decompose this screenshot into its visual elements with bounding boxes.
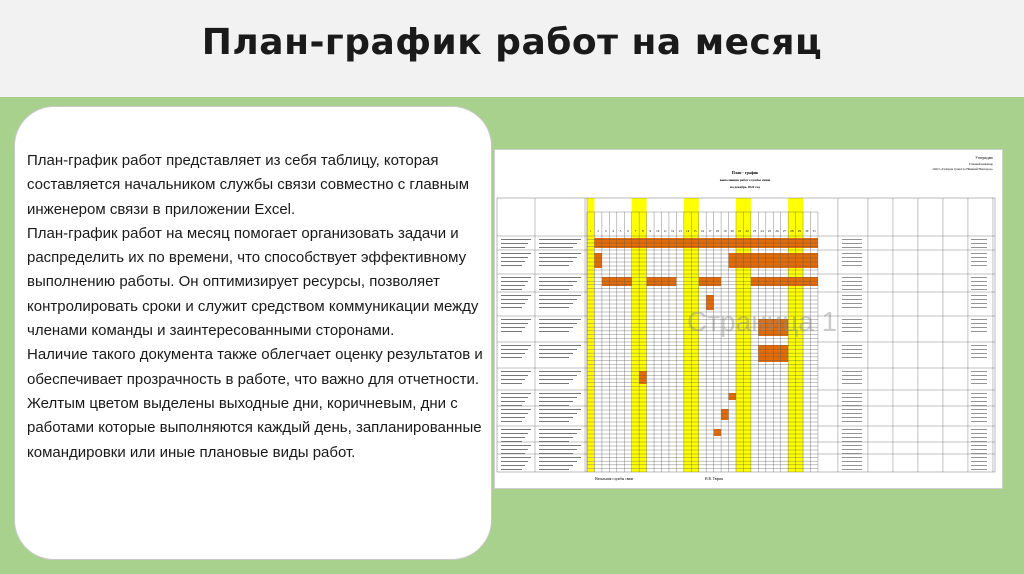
day-number: 15 (693, 229, 697, 233)
cell-text-line (971, 401, 987, 402)
cell-text-line (501, 469, 522, 470)
day-number: 23 (753, 229, 757, 233)
cell-text-line (539, 261, 573, 262)
cell-text-line (971, 465, 987, 466)
approval-line-2: Главный инженер (968, 162, 993, 166)
cell-text-line (971, 421, 987, 422)
cell-text-line (842, 295, 862, 296)
cell-text-line (842, 277, 862, 278)
cell-text-line (842, 413, 862, 414)
description-text (27, 149, 489, 465)
cell-text-line (501, 247, 525, 248)
cell-text-line (842, 453, 862, 454)
cell-text-line (971, 393, 987, 394)
cell-text-line (842, 461, 862, 462)
day-number: 7 (634, 229, 637, 233)
paragraph-3: Наличие такого документа также облегчает оценку результатов и обеспечивает прозрачность в работе, что важно для отчетности. (27, 346, 483, 388)
cell-text-line (501, 421, 522, 422)
cell-text-line (539, 331, 569, 332)
day-number: 27 (782, 229, 787, 233)
cell-text-line (539, 453, 573, 454)
cell-text-line (539, 379, 573, 380)
cell-text-line (501, 465, 525, 466)
weekend-column (587, 198, 594, 472)
cell-text-line (971, 379, 987, 380)
cell-text-line (539, 469, 569, 470)
cell-text-line (971, 449, 987, 450)
cell-text-line (971, 285, 987, 286)
cell-text-line (842, 457, 862, 458)
page-watermark: Страница 1 (687, 306, 838, 337)
cell-text-line (971, 261, 987, 262)
sheet-period: на декабрь 2024 год (730, 185, 760, 189)
cell-text-line (842, 327, 862, 328)
cell-text-line (539, 357, 569, 358)
paragraph-1: План-график работ представляет из себя таблицу, которая составляется начальником службы связи совместно с главным инженером связи в приложении Excel. (27, 152, 470, 218)
cell-text-line (971, 413, 987, 414)
cell-text-line (501, 413, 528, 414)
cell-text-line (539, 445, 581, 446)
day-number: 2 (597, 229, 599, 233)
cell-text-line (842, 405, 862, 406)
cell-text-line (971, 307, 987, 308)
cell-text-line (501, 299, 528, 300)
cell-text-line (971, 331, 987, 332)
cell-text-line (842, 393, 862, 394)
cell-text-line (539, 429, 581, 430)
cell-text-line (539, 323, 577, 324)
cell-text-line (501, 383, 522, 384)
cell-text-line (842, 253, 862, 254)
cell-text-line (539, 299, 577, 300)
cell-text-line (842, 357, 862, 358)
sheet-heading: План - график (731, 170, 759, 175)
day-number: 11 (663, 229, 667, 233)
cell-text-line (842, 281, 862, 282)
cell-text-line (842, 375, 862, 376)
cell-text-line (539, 303, 573, 304)
cell-text-line (842, 307, 862, 308)
cell-text-line (539, 345, 581, 346)
cell-text-line (501, 285, 525, 286)
cell-text-line (971, 397, 987, 398)
cell-text-line (842, 437, 862, 438)
cell-text-line (501, 239, 531, 240)
cell-text-line (842, 265, 862, 266)
cell-text-line (501, 375, 528, 376)
day-number: 18 (715, 229, 719, 233)
cell-text-line (539, 433, 577, 434)
cell-text-line (539, 371, 581, 372)
cell-text-line (971, 433, 987, 434)
cell-text-line (501, 429, 531, 430)
cell-text-line (501, 307, 522, 308)
cell-text-line (971, 289, 987, 290)
cell-text-line (539, 393, 581, 394)
cell-text-line (501, 319, 531, 320)
footer-name: И.В. Тюрин (705, 477, 724, 481)
cell-text-line (842, 331, 862, 332)
cell-text-line (842, 371, 862, 372)
day-number: 24 (760, 229, 764, 233)
cell-text-line (842, 401, 862, 402)
day-number: 14 (685, 229, 690, 233)
day-number: 25 (767, 229, 772, 233)
cell-text-line (842, 285, 862, 286)
cell-text-line (842, 409, 862, 410)
cell-text-line (971, 239, 987, 240)
work-block (639, 371, 646, 384)
cell-text-line (971, 353, 987, 354)
cell-text-line (971, 417, 987, 418)
cell-text-line (501, 257, 528, 258)
cell-text-line (971, 383, 987, 384)
cell-text-line (539, 243, 577, 244)
cell-text-line (971, 371, 987, 372)
cell-text-line (971, 429, 987, 430)
cell-text-line (501, 323, 528, 324)
cell-text-line (539, 239, 581, 240)
cell-text-line (501, 253, 531, 254)
day-number: 21 (738, 229, 742, 233)
day-number: 5 (619, 229, 622, 233)
cell-text-line (539, 409, 581, 410)
cell-text-line (842, 239, 862, 240)
cell-text-line (842, 243, 862, 244)
day-number: 10 (656, 229, 660, 233)
cell-text-line (539, 281, 577, 282)
day-number: 22 (745, 229, 749, 233)
cell-text-line (971, 299, 987, 300)
cell-text-line (539, 465, 573, 466)
cell-text-line (501, 401, 525, 402)
day-number: 16 (700, 229, 705, 233)
cell-text-line (501, 349, 528, 350)
cell-text-line (971, 469, 987, 470)
cell-text-line (539, 437, 573, 438)
cell-text-line (842, 433, 862, 434)
work-block (594, 253, 601, 268)
approval-line-3: ООО «Газпром трансгаз Нижний Новгород» (932, 167, 993, 171)
sheet-subheading: выполнения работ службы связи (719, 178, 771, 182)
cell-text-line (501, 449, 528, 450)
cell-text-line (842, 421, 862, 422)
cell-text-line (971, 281, 987, 282)
cell-text-line (539, 461, 577, 462)
paragraph-4: Желтым цветом выделены выходные дни, коричневым, дни с работами которые выполняются каждый день, запланированные командировки или иные плановые виды работ. (27, 394, 482, 461)
cell-text-line (971, 441, 987, 442)
cell-text-line (842, 299, 862, 300)
cell-text-line (501, 303, 525, 304)
cell-text-line (971, 295, 987, 296)
cell-text-line (842, 349, 862, 350)
cell-text-line (539, 265, 569, 266)
cell-text-line (842, 445, 862, 446)
cell-text-line (971, 405, 987, 406)
footer-position: Начальник службы связи (595, 477, 634, 481)
cell-text-line (971, 461, 987, 462)
cell-text-line (501, 265, 522, 266)
cell-text-line (842, 449, 862, 450)
cell-text-line (501, 327, 525, 328)
cell-text-line (842, 465, 862, 466)
cell-text-line (501, 353, 525, 354)
paragraph-2: План-график работ на месяц помогает организовать задачи и распределить их по времени, что способствует эффективному выполнению работы. Он оптимизирует ресурсы, позволяет контролировать сроки и служит средством коммуникации между членами команды и заинтересованными сторонами. (27, 224, 479, 340)
day-number: 31 (812, 229, 816, 233)
cell-text-line (501, 289, 522, 290)
work-block (721, 409, 728, 420)
cell-text-line (501, 453, 525, 454)
day-number: 1 (589, 229, 592, 233)
cell-text-line (501, 379, 525, 380)
cell-text-line (842, 257, 862, 258)
day-number: 13 (678, 229, 682, 233)
cell-text-line (501, 295, 531, 296)
cell-text-line (842, 397, 862, 398)
cell-text-line (842, 353, 862, 354)
cell-text-line (539, 421, 569, 422)
cell-text-line (539, 405, 569, 406)
cell-text-line (501, 345, 531, 346)
slide-title: План-график работ на месяц (201, 22, 823, 63)
cell-text-line (842, 379, 862, 380)
cell-text-line (971, 453, 987, 454)
cell-text-line (501, 261, 525, 262)
cell-text-line (501, 405, 522, 406)
day-number: 29 (797, 229, 801, 233)
cell-text-line (539, 285, 573, 286)
cell-text-line (971, 265, 987, 266)
cell-text-line (501, 277, 531, 278)
cell-text-line (971, 327, 987, 328)
cell-text-line (842, 429, 862, 430)
cell-text-line (539, 295, 581, 296)
day-number: 28 (790, 229, 794, 233)
cell-text-line (539, 375, 577, 376)
cell-text-line (501, 357, 522, 358)
approval-line-1: Утверждаю (975, 156, 993, 160)
cell-text-line (539, 289, 569, 290)
cell-text-line (971, 457, 987, 458)
cell-text-line (539, 397, 577, 398)
cell-text-line (501, 437, 525, 438)
cell-text-line (971, 409, 987, 410)
cell-text-line (501, 433, 528, 434)
cell-text-line (842, 247, 862, 248)
cell-text-line (971, 257, 987, 258)
cell-text-line (539, 247, 573, 248)
day-number: 3 (604, 229, 607, 233)
cell-text-line (971, 277, 987, 278)
cell-text-line (539, 257, 577, 258)
cell-text-line (501, 371, 531, 372)
day-number: 8 (642, 229, 644, 233)
cell-text-line (971, 303, 987, 304)
cell-text-line (539, 417, 573, 418)
cell-text-line (842, 323, 862, 324)
cell-text-line (539, 253, 581, 254)
cell-text-line (539, 413, 577, 414)
cell-text-line (539, 307, 569, 308)
cell-text-line (842, 319, 862, 320)
day-number: 4 (612, 229, 614, 233)
cell-text-line (501, 397, 528, 398)
day-number: 30 (805, 229, 809, 233)
day-number: 17 (708, 229, 712, 233)
cell-text-line (971, 437, 987, 438)
cell-text-line (971, 375, 987, 376)
cell-text-line (539, 401, 573, 402)
cell-text-line (971, 243, 987, 244)
cell-text-line (971, 349, 987, 350)
cell-text-line (971, 319, 987, 320)
cell-text-line (539, 349, 577, 350)
cell-text-line (501, 281, 528, 282)
day-number: 20 (730, 229, 734, 233)
cell-text-line (539, 383, 569, 384)
cell-text-line (842, 289, 862, 290)
cell-text-line (501, 457, 531, 458)
cell-text-line (971, 345, 987, 346)
cell-text-line (539, 353, 573, 354)
cell-text-line (539, 449, 577, 450)
day-number: 6 (627, 229, 629, 233)
cell-text-line (539, 327, 573, 328)
cell-text-line (501, 393, 531, 394)
cell-text-line (539, 319, 581, 320)
cell-text-line (501, 409, 531, 410)
cell-text-line (842, 469, 862, 470)
cell-text-line (842, 417, 862, 418)
cell-text-line (971, 247, 987, 248)
day-number: 12 (671, 229, 675, 233)
cell-text-line (501, 461, 528, 462)
cell-text-line (501, 445, 531, 446)
cell-text-line (842, 303, 862, 304)
cell-text-line (842, 261, 862, 262)
day-number: 9 (649, 229, 652, 233)
cell-text-line (501, 417, 525, 418)
day-number: 26 (775, 229, 779, 233)
day-number: 19 (723, 229, 727, 233)
cell-text-line (539, 441, 569, 442)
cell-text-line (539, 277, 581, 278)
cell-text-line (501, 243, 528, 244)
cell-text-line (501, 441, 522, 442)
cell-text-line (842, 345, 862, 346)
cell-text-line (501, 331, 522, 332)
cell-text-line (539, 457, 581, 458)
cell-text-line (971, 253, 987, 254)
cell-text-line (971, 445, 987, 446)
cell-text-line (842, 383, 862, 384)
cell-text-line (842, 441, 862, 442)
cell-text-line (971, 323, 987, 324)
cell-text-line (971, 357, 987, 358)
